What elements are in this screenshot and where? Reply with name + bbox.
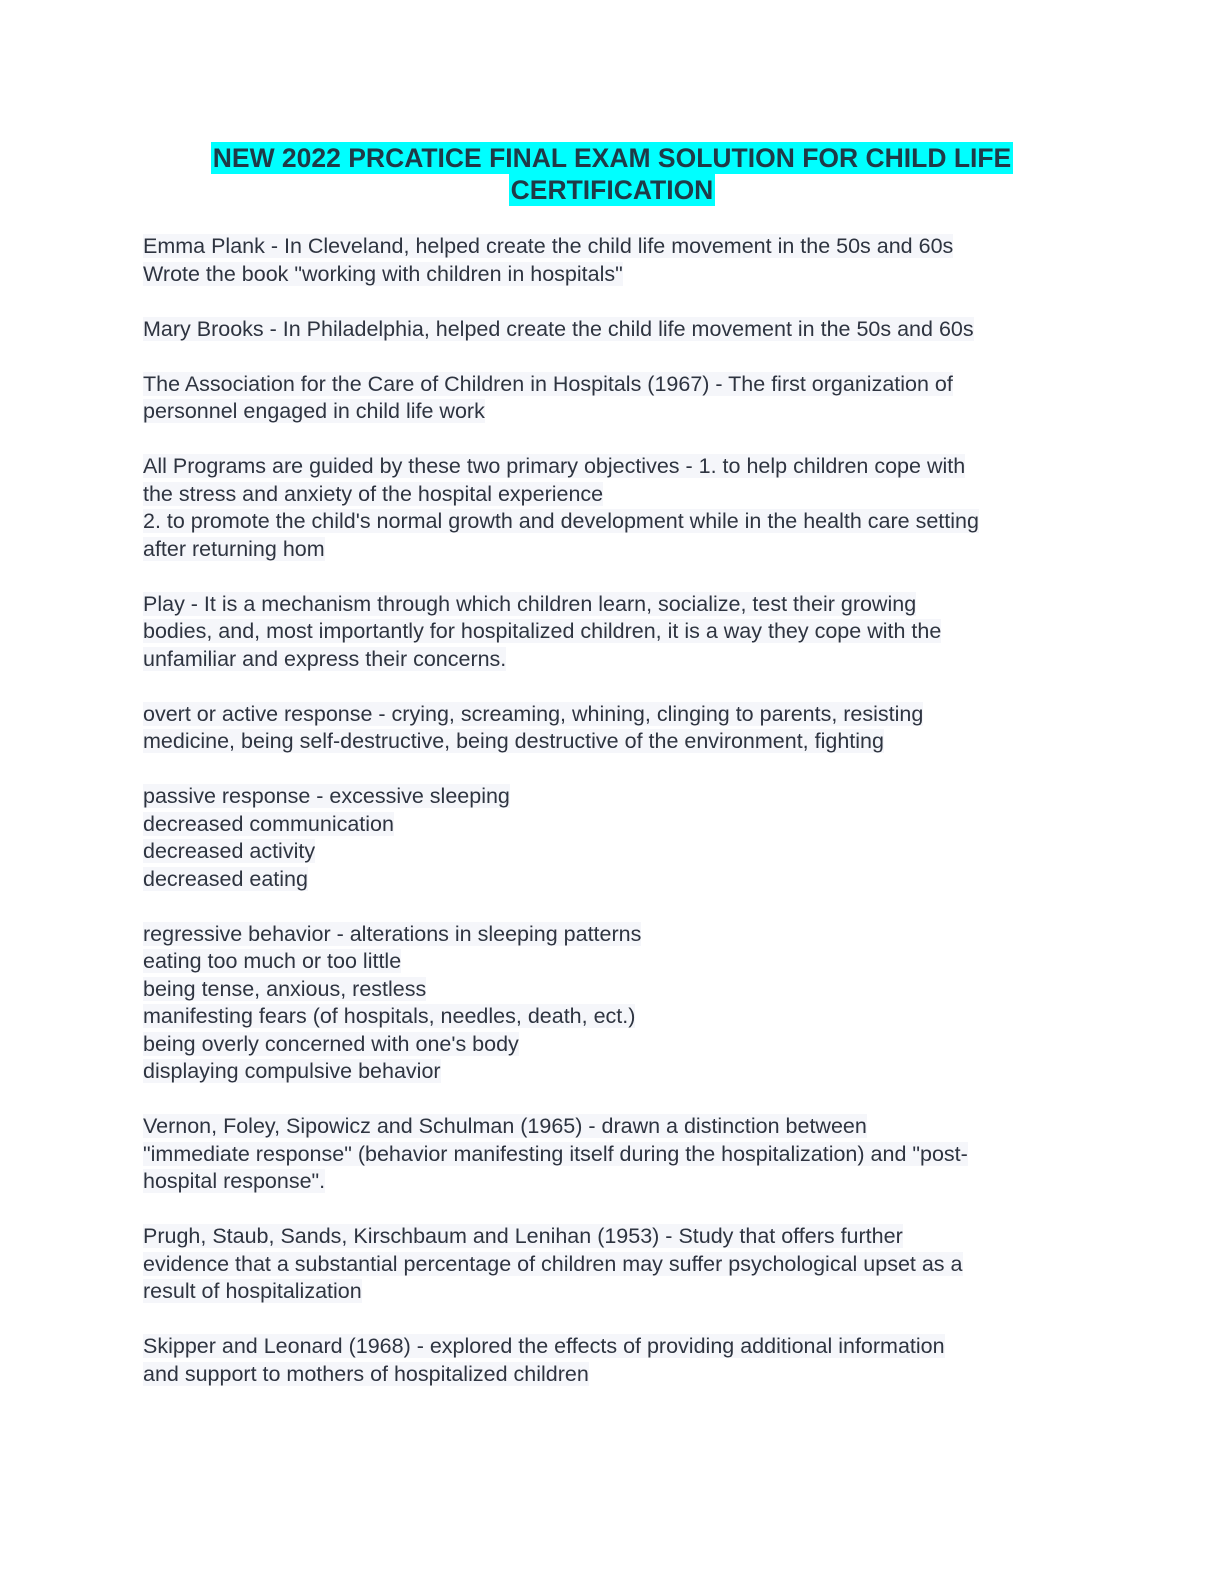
line-text: medicine, being self-destructive, being destructive of the environment, fighting — [143, 729, 884, 753]
line-text: decreased eating — [143, 866, 308, 891]
line-text: eating too much or too little — [143, 949, 402, 973]
line-text: 2. to promote the child's normal growth and development while in the health care setting — [143, 509, 979, 533]
line-text: The Association for the Care of Children in Hospitals (1967) - The first organization of — [143, 371, 953, 396]
line-text: displaying compulsive behavior — [143, 1059, 441, 1083]
line-text: being tense, anxious, restless — [143, 976, 427, 1001]
text-line — [143, 371, 1083, 399]
text-line — [143, 508, 1083, 536]
paragraph-play — [143, 591, 1083, 674]
text-line — [143, 1031, 1083, 1059]
text-line — [143, 398, 1083, 426]
text-line — [143, 1141, 1083, 1169]
line-text: personnel engaged in child life work — [143, 399, 485, 423]
line-text: Prugh, Staub, Sands, Kirschbaum and Lenihan (1953) - Study that offers further — [143, 1224, 903, 1248]
paragraph-prugh — [143, 1223, 1083, 1306]
line-text: being overly concerned with one's body — [143, 1031, 519, 1056]
line-text: Emma Plank - In Cleveland, helped create the child life movement in the 50s and 60s — [143, 234, 954, 258]
text-line — [143, 591, 1083, 619]
text-line — [143, 1251, 1083, 1279]
text-line — [143, 536, 1083, 564]
text-line — [143, 701, 1083, 729]
line-text: unfamiliar and express their concerns. — [143, 646, 507, 671]
text-line — [143, 618, 1083, 646]
text-line — [143, 261, 1083, 289]
text-line — [143, 1333, 1083, 1361]
text-line — [143, 1278, 1083, 1306]
text-line — [143, 646, 1083, 674]
line-text: Vernon, Foley, Sipowicz and Schulman (1965) - drawn a distinction between — [143, 1114, 867, 1138]
text-line — [143, 866, 1083, 894]
text-line — [143, 1113, 1083, 1141]
text-line — [143, 233, 1083, 261]
line-text: regressive behavior - alterations in sleeping patterns — [143, 921, 642, 946]
line-text: hospital response". — [143, 1169, 326, 1193]
line-text: decreased communication — [143, 811, 394, 836]
title-line-2-wrap — [0, 174, 1224, 206]
title-line-1-wrap — [0, 142, 1224, 174]
text-line — [143, 1003, 1083, 1031]
document-title — [0, 142, 1224, 206]
line-text: evidence that a substantial percentage of children may suffer psychological upset as a — [143, 1251, 963, 1276]
line-text: after returning hom — [143, 536, 325, 561]
text-line — [143, 1223, 1083, 1251]
paragraph-acch — [143, 371, 1083, 426]
paragraph-emma-plank — [143, 233, 1083, 288]
text-line — [143, 316, 1083, 344]
line-text: result of hospitalization — [143, 1279, 362, 1303]
paragraph-overt-response — [143, 701, 1083, 756]
document-body — [143, 233, 1083, 1416]
text-line — [143, 976, 1083, 1004]
line-text: All Programs are guided by these two primary objectives - 1. to help children cope with — [143, 454, 966, 478]
line-text: Mary Brooks - In Philadelphia, helped create the child life movement in the 50s and 60s — [143, 316, 974, 341]
text-line — [143, 728, 1083, 756]
line-text: Skipper and Leonard (1968) - explored the effects of providing additional information — [143, 1334, 945, 1358]
text-line — [143, 783, 1083, 811]
line-text: and support to mothers of hospitalized children — [143, 1361, 589, 1386]
text-line — [143, 1361, 1083, 1389]
line-text: Wrote the book "working with children in hospitals" — [143, 261, 623, 286]
text-line — [143, 921, 1083, 949]
text-line — [143, 948, 1083, 976]
paragraph-mary-brooks — [143, 316, 1083, 344]
line-text: Play - It is a mechanism through which children learn, socialize, test their growing — [143, 591, 917, 616]
text-line — [143, 453, 1083, 481]
line-text: the stress and anxiety of the hospital experience — [143, 481, 604, 506]
line-text: "immediate response" (behavior manifesting itself during the hospitalization) and "post- — [143, 1141, 968, 1166]
text-line — [143, 838, 1083, 866]
text-line — [143, 1168, 1083, 1196]
line-text: overt or active response - crying, screaming, whining, clinging to parents, resisting — [143, 701, 924, 726]
text-line — [143, 481, 1083, 509]
paragraph-vernon — [143, 1113, 1083, 1196]
paragraph-passive-response — [143, 783, 1083, 893]
line-text: manifesting fears (of hospitals, needles, death, ect.) — [143, 1004, 636, 1028]
line-text: passive response - excessive sleeping — [143, 784, 510, 808]
paragraph-regressive-behavior — [143, 921, 1083, 1086]
title-line-2: CERTIFICATION — [510, 175, 714, 205]
paragraph-skipper — [143, 1333, 1083, 1388]
text-line — [143, 1058, 1083, 1086]
line-text: bodies, and, most importantly for hospitalized children, it is a way they cope with the — [143, 619, 942, 643]
line-text: decreased activity — [143, 839, 316, 863]
title-line-1: NEW 2022 PRCATICE FINAL EXAM SOLUTION FOR CHILD LIFE — [212, 143, 1012, 173]
paragraph-objectives — [143, 453, 1083, 563]
text-line — [143, 811, 1083, 839]
